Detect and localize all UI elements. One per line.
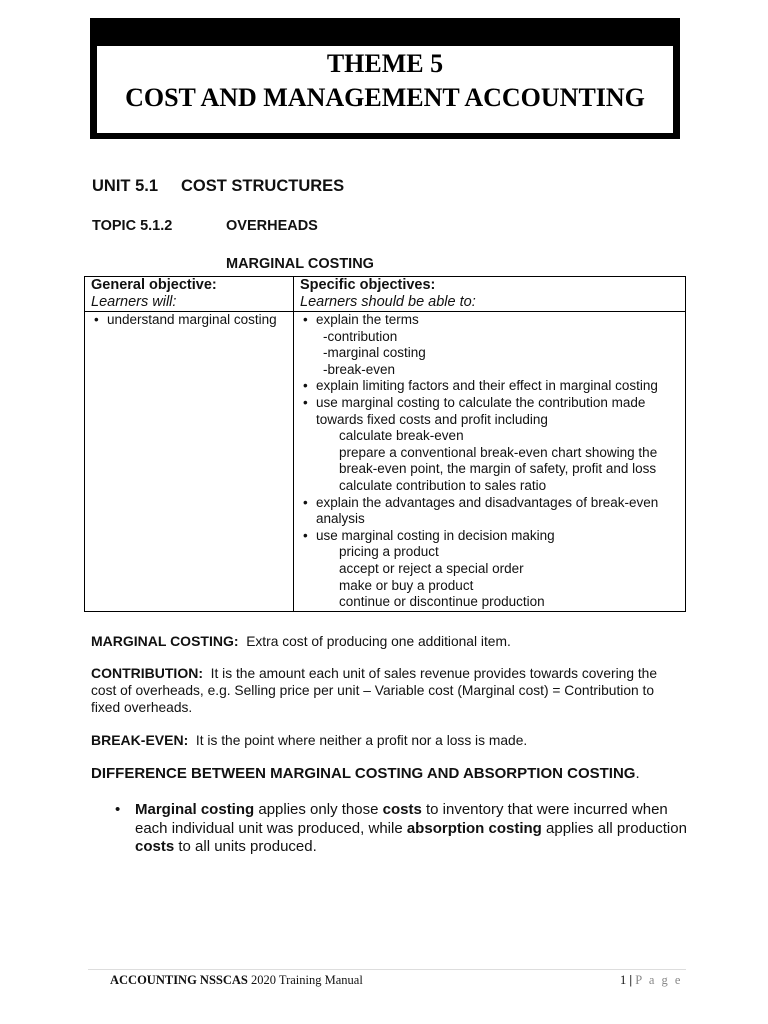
unit-number: UNIT 5.1 [92, 177, 159, 195]
list-item [316, 395, 679, 495]
bold-term: costs [382, 801, 422, 818]
footer-divider [88, 969, 686, 970]
definition-label: BREAK-EVEN: [91, 732, 189, 748]
topic-number: TOPIC 5.1.2 [92, 218, 173, 234]
definition-label: MARGINAL COSTING: [91, 633, 239, 649]
footer-title [110, 973, 363, 988]
topic-title: OVERHEADS [226, 218, 318, 234]
list-item-text: towards fixed costs and profit including [316, 411, 548, 427]
page-number-value: 1 [620, 973, 627, 987]
difference-bullet [115, 801, 695, 857]
theme-title-box [90, 18, 680, 139]
sub-item: make or buy a product [339, 577, 474, 593]
definition-label: CONTRIBUTION: [91, 665, 203, 681]
list-item-text: • explain the terms [316, 312, 419, 327]
general-objective-cell [85, 312, 294, 612]
contribution-definition [91, 665, 691, 716]
sub-item: accept or reject a special order [339, 560, 524, 576]
objectives-table [84, 276, 686, 612]
sub-item: pricing a product [339, 544, 439, 560]
specific-objective-cell [294, 312, 686, 612]
definition-text: Extra cost of producing one additional item. [246, 634, 511, 649]
sub-item: calculate contribution to sales ratio [339, 477, 547, 493]
unit-title: COST STRUCTURES [181, 177, 345, 195]
difference-heading [91, 765, 640, 782]
bullet-text: applies all production [541, 819, 687, 837]
bullet-text: to all units produced. [174, 838, 317, 855]
page-number [620, 973, 682, 988]
theme-title: COST AND MANAGEMENT ACCOUNTING [125, 83, 645, 112]
bold-term: costs [135, 838, 175, 855]
sub-item: break-even point, the margin of safety, profit and loss [339, 461, 657, 477]
sub-item: continue or discontinue production [339, 594, 545, 610]
table-body-row [85, 312, 686, 612]
bold-term: absorption costing [406, 819, 542, 837]
specific-objective-header-cell [294, 277, 686, 312]
list-item: • explain limiting factors and their effect in marginal costing [316, 378, 679, 395]
bullet-text: applies only those [254, 801, 383, 818]
list-item-text: • explain the advantages and disadvantages of break-even [316, 494, 659, 510]
list-item-text: • use marginal costing to calculate the contribution made [316, 394, 646, 410]
list-item-text: • use marginal costing in decision making [316, 527, 555, 543]
general-objective-header: General objective: [91, 277, 217, 293]
bold-term: Marginal costing [135, 801, 255, 818]
sub-item: -contribution [323, 328, 398, 344]
section-heading: MARGINAL COSTING [226, 256, 374, 272]
sub-item: -marginal costing [323, 345, 426, 361]
general-objective-header-cell [85, 277, 294, 312]
theme-number: THEME 5 [326, 49, 444, 78]
list-item [316, 312, 679, 378]
break-even-definition [91, 732, 691, 749]
table-header-row [85, 277, 686, 312]
list-item [316, 495, 679, 528]
sub-item: calculate break-even [339, 428, 464, 444]
list-item [316, 528, 679, 611]
definition-text: fixed overheads. [91, 700, 193, 715]
marginal-costing-definition [91, 633, 691, 650]
bullet-text: to inventory that were incurred when each individual unit was produced, while [135, 801, 668, 837]
definition-text: It is the point where neither a profit nor a loss is made. [195, 733, 528, 748]
specific-objective-header: Specific objectives: [300, 277, 436, 293]
definition-text: It is the amount each unit of sales revenue provides towards covering the [210, 666, 658, 681]
footer-title-rest: 2020 Training Manual [247, 973, 363, 987]
unit-heading [92, 177, 345, 196]
topic-heading [92, 218, 318, 234]
general-objective-sub: Learners will: [91, 294, 177, 310]
difference-heading-text: DIFFERENCE BETWEEN MARGINAL COSTING AND ABSORPTION COSTING [91, 765, 636, 782]
footer-title-bold: ACCOUNTING NSSCAS [110, 973, 248, 987]
page-separator: | [626, 973, 636, 987]
heading-period: . [635, 765, 640, 782]
specific-objective-sub: Learners should be able to: [300, 294, 476, 310]
page-word: P a g e [635, 973, 683, 987]
list-item-text: analysis [316, 511, 365, 527]
sub-item: prepare a conventional break-even chart showing the [339, 444, 658, 460]
definition-text: cost of overheads, e.g. Selling price per unit – Variable cost (Marginal cost) = Contribution to [91, 683, 655, 698]
sub-item: -break-even [323, 361, 396, 377]
bullet-icon: • [115, 801, 121, 818]
list-item: • understand marginal costing [107, 312, 287, 329]
